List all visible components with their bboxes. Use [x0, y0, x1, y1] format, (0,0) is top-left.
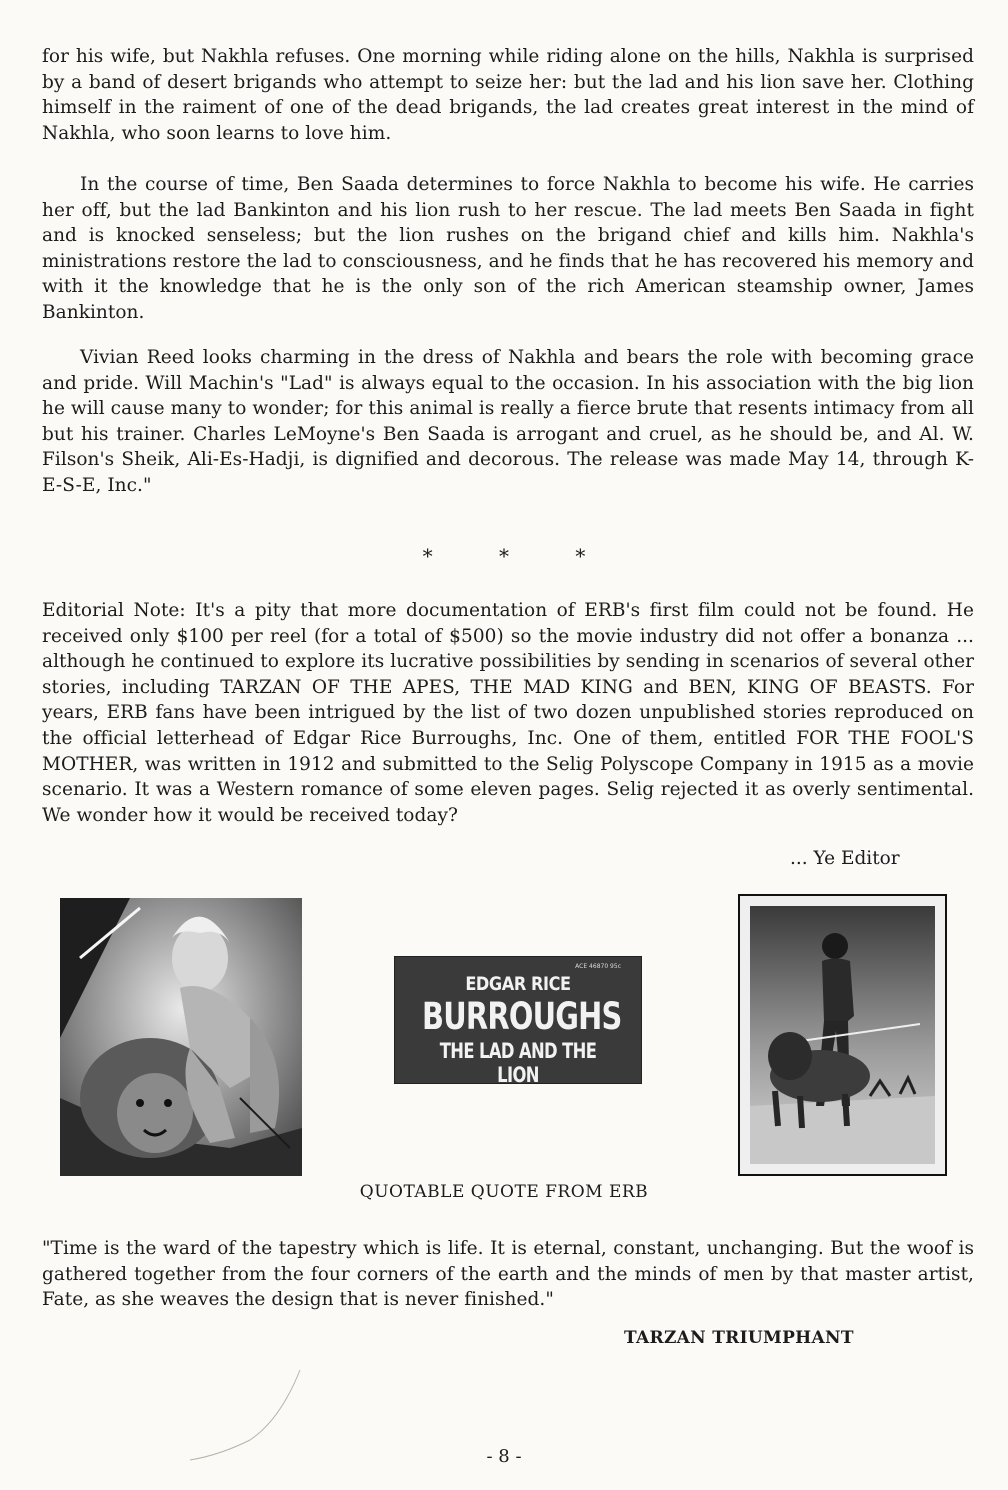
section-separator: * * *: [422, 544, 616, 568]
editor-signoff: ... Ye Editor: [790, 848, 900, 869]
paragraph-plot-2: In the course of time, Ben Saada determines to force Nakhla to become his wife. He carries her off, but the lad Bankinton and his lion rush to her rescue. The lad meets Ben Saada in fight and is knocked senseless; but the lion rushes on the brigand chief and kills him. Nakhla's ministrations restore the lad to consciousness, and he finds that he has recovered his memory and with it the knowledge that he is the only son of the rich American steamship owner, James Bankinton.: [42, 174, 974, 323]
tarzan-lion-illustration-left: [60, 898, 302, 1176]
cover-publisher-code: ACE 46870 95c: [575, 963, 621, 970]
illustration-left-art: [60, 898, 302, 1176]
quote-attribution: TARZAN TRIUMPHANT: [624, 1328, 854, 1348]
quote-caption: QUOTABLE QUOTE FROM ERB: [359, 1182, 649, 1202]
paragraph-plot-1: for his wife, but Nakhla refuses. One morning while riding alone on the hills, Nakhla is surprised by a band of desert brigands who attempt to seize her: but the lad and his lion save her. Clothing himself in the raiment of one of the dead brigands, the lad creates great interest in the mind of Nakhla, who soon learns to love him.: [42, 46, 974, 144]
cover-book-title: THE LAD AND THE LION: [439, 1039, 597, 1084]
lad-lion-illustration-right: [738, 894, 947, 1176]
page-number: - 8 -: [486, 1446, 522, 1467]
cover-author-firstname: EDGAR RICE: [465, 973, 571, 995]
illustration-right-art: [750, 906, 935, 1164]
book-cover-lad-and-lion: [394, 956, 642, 1084]
erb-quote: "Time is the ward of the tapestry which is life. It is eternal, constant, unchanging. But the woof is gathered together from the four corners of the earth and the minds of men by that master artist, Fate, as she weaves the design that is never finished.": [42, 1238, 974, 1311]
editorial-note: Editorial Note: It's a pity that more documentation of ERB's first film could not be found. He received only $100 per reel (for a total of $500) so the movie industry did not offer a bonanza ... although he continued to explore its lucrative possibilities by sending in scenarios of several other stories, including TARZAN OF THE APES, THE MAD KING and BEN, KING OF BEASTS. For years, ERB fans have been intrigued by the list of two dozen unpublished stories reproduced on the official letterhead of Edgar Rice Burroughs, Inc. One of them, entitled FOR THE FOOL'S MOTHER, was written in 1912 and submitted to the Selig Polyscope Company in 1915 as a movie scenario. It was a Western romance of some eleven pages. Selig rejected it as overly sentimental. We wonder how it would be received today?: [42, 600, 974, 826]
paragraph-review: Vivian Reed looks charming in the dress of Nakhla and bears the role with becoming grace and pride. Will Machin's "Lad" is always equal to the occasion. In his association with the big lion he will cause many to wonder; for this animal is really a fierce brute that resents intimacy from all but his trainer. Charles LeMoyne's Ben Saada is arrogant and cruel, as he should be, and Al. W. Filson's Sheik, Ali-Es-Hadji, is dignified and decorous. The release was made May 14, through K-E-S-E, Inc.": [42, 347, 974, 496]
cover-author-surname: BURROUGHS: [422, 995, 622, 1038]
